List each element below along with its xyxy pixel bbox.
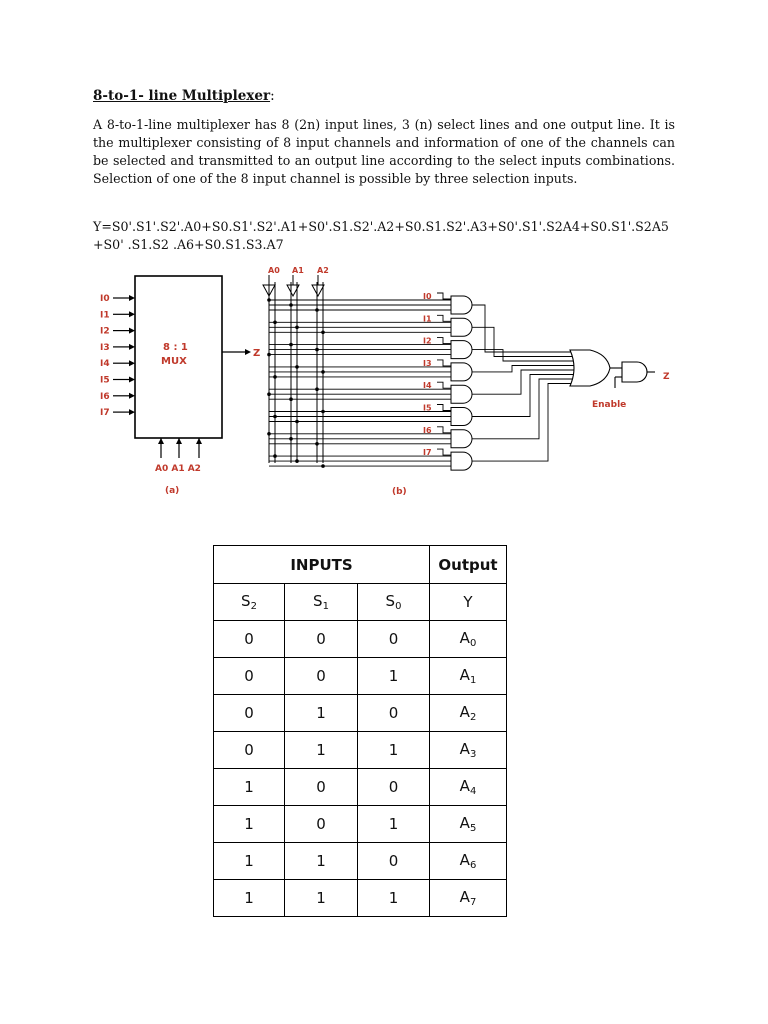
block-diagram (100, 276, 260, 496)
table-row (214, 658, 507, 695)
cell-s0: 1 (358, 880, 430, 917)
table-row (214, 843, 507, 880)
cell-s1: 0 (285, 658, 358, 695)
block-input-label: I0 (100, 294, 110, 304)
gate-diagram (263, 266, 670, 497)
table-row (214, 769, 507, 806)
cell-s2: 0 (214, 621, 285, 658)
gate-input-label: I2 (423, 336, 432, 346)
gate-output-label: Z (663, 372, 670, 382)
enable-label: Enable (592, 400, 627, 410)
cell-s2: 1 (214, 769, 285, 806)
cell-s0: 1 (358, 732, 430, 769)
cell-y: $A_4$ (430, 769, 507, 806)
intro-paragraph: A 8-to-1-line multiplexer has 8 (2n) input lines, 3 (n) select lines and one output line. It is the multiplexer consisting of 8 input channels and information of one of the channels can be selected and transmitted to an output line according to the select inputs combinations. Selection of one of the 8 input channel is possible by three selection inputs. (93, 117, 675, 186)
select-label-a1: A1 (292, 266, 304, 275)
block-input-label: I3 (100, 342, 110, 353)
column-header-row (214, 584, 507, 621)
caption-b: (b) (392, 487, 407, 497)
cell-s2: 0 (214, 695, 285, 732)
table-row (214, 695, 507, 732)
inputs-header: INPUTS (214, 546, 430, 584)
cell-y: $A_0$ (430, 621, 507, 658)
gate-input-label: I4 (423, 381, 432, 391)
cell-s0: 0 (358, 769, 430, 806)
gate-input-label: I7 (423, 448, 432, 458)
cell-s2: 1 (214, 880, 285, 917)
enable-gate (622, 362, 647, 382)
select-label-a0: A0 (268, 266, 280, 275)
block-input-label: I7 (100, 408, 110, 419)
block-input-label: I6 (100, 391, 110, 402)
cell-s1: 1 (285, 843, 358, 880)
cell-y: $A_2$ (430, 695, 507, 732)
cell-s1: 0 (285, 806, 358, 843)
table-row (214, 732, 507, 769)
cell-s1: 1 (285, 732, 358, 769)
cell-s1: 1 (285, 880, 358, 917)
select-label-a2: A2 (317, 266, 329, 275)
cell-s2: 1 (214, 806, 285, 843)
gate-input-label: I3 (423, 358, 432, 368)
gate-input-label: I0 (423, 292, 432, 301)
col-s1-header: $S_1$ (285, 584, 358, 621)
output-equation: Y=S0'.S1'.S2'.A0+S0.S1'.S2'.A1+S0'.S1.S2'.A2+S0.S1.S2'.A3+S0'.S1'.S2A4+S0.S1'.S2A5+S0' .S1.S2 .A6+S0.S1.S3.A7 (93, 219, 669, 252)
cell-s0: 0 (358, 843, 430, 880)
cell-s0: 0 (358, 621, 430, 658)
heading-colon: : (270, 88, 275, 104)
caption-a: (a) (165, 486, 180, 496)
and-gate (451, 452, 472, 470)
cell-s1: 0 (285, 621, 358, 658)
cell-s1: 1 (285, 695, 358, 732)
table-row (214, 880, 507, 917)
cell-s1: 0 (285, 769, 358, 806)
and-gate (451, 296, 472, 314)
table-row (214, 621, 507, 658)
and-gate (451, 318, 472, 336)
cell-s0: 1 (358, 806, 430, 843)
and-gate (451, 408, 472, 426)
mux-label-name: MUX (161, 356, 187, 367)
col-s2-header: $S_2$ (214, 584, 285, 621)
cell-y: $A_1$ (430, 658, 507, 695)
output-header: Output (430, 546, 507, 584)
and-gate (451, 363, 472, 381)
col-s0-header: $S_0$ (358, 584, 430, 621)
heading-text: 8-to-1- line Multiplexer (93, 88, 271, 104)
multiplexer-figure (85, 258, 685, 503)
block-input-arrows (100, 294, 135, 418)
cell-s0: 1 (358, 658, 430, 695)
select-bus (263, 275, 451, 468)
block-select-labels: A0 A1 A2 (155, 464, 201, 474)
block-output-label: Z (253, 348, 261, 359)
table-row (214, 806, 507, 843)
cell-y: $A_3$ (430, 732, 507, 769)
and-gate (451, 341, 472, 359)
cell-y: $A_6$ (430, 843, 507, 880)
and-gate (451, 430, 472, 448)
and-gate (451, 385, 472, 403)
gate-input-label: I5 (423, 403, 432, 413)
block-input-label: I5 (100, 375, 110, 386)
cell-s2: 0 (214, 658, 285, 695)
gate-input-label: I6 (423, 425, 432, 435)
truth-table (213, 545, 507, 917)
col-y-header: Y (430, 584, 507, 621)
gate-input-label: I1 (423, 314, 432, 324)
cell-s0: 0 (358, 695, 430, 732)
or-gate (570, 350, 610, 386)
section-heading (93, 88, 275, 104)
block-input-label: I4 (100, 359, 110, 370)
mux-label-ratio: 8 : 1 (163, 342, 188, 353)
block-input-label: I1 (100, 310, 110, 321)
cell-y: $A_5$ (430, 806, 507, 843)
cell-y: $A_7$ (430, 880, 507, 917)
cell-s2: 1 (214, 843, 285, 880)
cell-s2: 0 (214, 732, 285, 769)
block-input-label: I2 (100, 326, 110, 337)
